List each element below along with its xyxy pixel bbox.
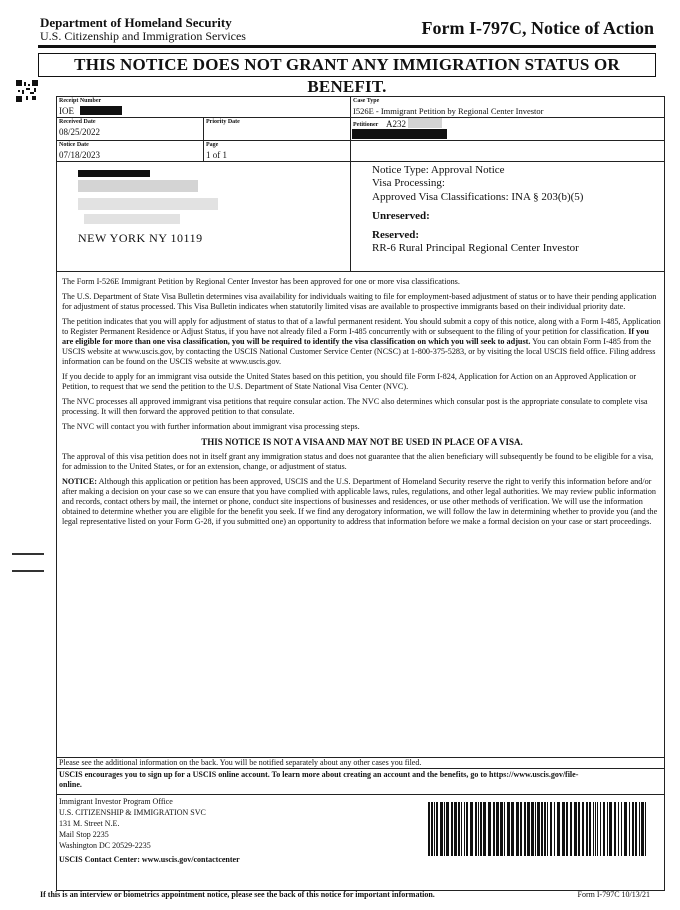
- body-paragraph: The Form I-526E Immigrant Petition by Regional Center Investor has been approved for one or more visa classifications.: [62, 277, 460, 286]
- grid-line: [56, 117, 665, 118]
- barcode-bar: [470, 802, 473, 856]
- barcode-bar: [603, 802, 605, 856]
- barcode-bar: [527, 802, 530, 856]
- barcode-bar: [431, 802, 433, 856]
- body-text-span: Although this application or petition has been approved, USCIS and the U.S. Department of Homeland Security reserve the right to verify this information before and/or after making a decision on your case so we can ensure that you have complied with applicable laws, rules, regulations, and other legal authorities. We may review public information and records, contact others by mail, the internet or phone, conduct site inspections of businesses and residences, or use other methods of verification. We will use the information obtained to determine whether you are eligible for the benefit you seek. If we find any derogatory information, we will follow the law in determining whether to provide you (and the legal representative listed on your Form G-28, if you submitted one) an opportunity to address that information before we make a formal decision on your case or start proceedings.: [62, 477, 658, 526]
- visa-processing: Visa Processing:: [372, 177, 445, 189]
- barcode-bar: [454, 802, 457, 856]
- barcode-bar: [586, 802, 588, 856]
- barcode-bar: [635, 802, 637, 856]
- agency-name: U.S. Citizenship and Immigration Services: [40, 29, 246, 43]
- contact-center: USCIS Contact Center: www.uscis.gov/contactcenter: [59, 855, 240, 864]
- barcode-bar: [600, 802, 601, 856]
- online-account-note: USCIS encourages you to sign up for a USCIS online account. To learn more about creating an account and the benefits, go to https://www.uscis.gov/file-online.: [59, 770, 579, 789]
- additional-info-note: Please see the additional information on the back. You will be notified separately about any other cases you filed.: [59, 758, 422, 767]
- qr-code-icon: [16, 80, 38, 102]
- biometrics-note: If this is an interview or biometrics appointment notice, please see the back of this notice for important information.: [40, 890, 435, 899]
- barcode-bar: [621, 802, 622, 856]
- barcode-bar: [500, 802, 503, 856]
- body-paragraph: The approval of this visa petition does not in itself grant any immigration status and does not guarantee that the alien beneficiary will subsequently be found to be eligible for a visa, for admission to the United States, or for an extension, change, or adjustment of status.: [62, 452, 654, 471]
- barcode-bar: [483, 802, 486, 856]
- barcode-bar: [609, 802, 612, 856]
- barcode-bar: [641, 802, 644, 856]
- barcode-bar: [535, 802, 536, 856]
- notice-type: Notice Type: Approval Notice: [372, 164, 505, 176]
- notice-date-label: Notice Date: [59, 142, 89, 148]
- visa-warning: THIS NOTICE IS NOT A VISA AND MAY NOT BE USED IN PLACE OF A VISA.: [201, 437, 523, 447]
- barcode-bar: [434, 802, 435, 856]
- barcode-bar: [562, 802, 565, 856]
- barcode-bar: [541, 802, 543, 856]
- barcode-bar: [632, 802, 634, 856]
- body-paragraph: [62, 317, 662, 367]
- fold-mark: [12, 570, 44, 572]
- barcode-bar: [516, 802, 519, 856]
- notice-label: NOTICE:: [62, 477, 98, 486]
- barcode-bar: [520, 802, 522, 856]
- body-paragraph: The U.S. Department of State Visa Bulletin determines visa availability for individuals waiting to file for employment-based adjustment of status or to have their pending application for adjustment of status processed. This Visa Bulletin indicates when statutorily limited visas are available to prospective immigrants based on their individual priority date.: [62, 292, 657, 311]
- office-line: U.S. CITIZENSHIP & IMMIGRATION SVC: [59, 808, 206, 817]
- page-label: Page: [206, 142, 219, 148]
- barcode-bar: [493, 802, 495, 856]
- status-banner: THIS NOTICE DOES NOT GRANT ANY IMMIGRATION STATUS OR BENEFIT.: [38, 53, 656, 77]
- address-city-line: NEW YORK NY 10119: [78, 231, 203, 245]
- office-mailstop: Mail Stop 2235: [59, 830, 109, 839]
- visa-classifications: Approved Visa Classifications: INA § 203(b)(5): [372, 191, 584, 203]
- body-text-span: The petition indicates that you will apply for adjustment of status to that of a lawful permanent resident. You should submit a copy of this notice, along with a Form I-485, Application to Register Permanent Residence or Adjust Status, if you have not already filed a Form I-485 concurrently with or subsequent to the filing of your petition for classification.: [62, 317, 661, 336]
- grid-line: [56, 140, 665, 141]
- barcode-bar: [531, 802, 534, 856]
- grid-line: [56, 794, 665, 795]
- redaction-blur: [78, 180, 198, 192]
- received-date-label: Received Date: [59, 119, 96, 125]
- grid-line: [56, 271, 665, 272]
- body-paragraph: [62, 477, 662, 527]
- barcode-bar: [511, 802, 514, 856]
- received-date-value: 08/25/2022: [59, 127, 101, 137]
- barcode-bar: [566, 802, 568, 856]
- barcode-bar: [461, 802, 462, 856]
- barcode-bar: [466, 802, 468, 856]
- barcode-bar: [589, 802, 591, 856]
- redaction-block: [78, 170, 150, 177]
- barcode-bar: [428, 802, 430, 856]
- grid-line: [56, 161, 665, 162]
- body-paragraph: The NVC processes all approved immigrant visa petitions that require consular action. The NVC also determines which consular post is the appropriate consulate to complete visa processing. It will then forward the approved petition to that consulate.: [62, 397, 648, 416]
- redaction-blur: [408, 118, 442, 128]
- notice-date-value: 07/18/2023: [59, 150, 101, 160]
- barcode-bar: [595, 802, 596, 856]
- barcode-bar: [464, 802, 465, 856]
- form-number: Form I-797C 10/13/21: [577, 890, 650, 899]
- body-text-bold: If you are eligible for more than one visa classification, you will be required to identify the visa classification on which you will seek to adjust.: [62, 327, 649, 346]
- priority-date-label: Priority Date: [206, 119, 240, 125]
- header-rule: [38, 45, 656, 48]
- barcode-bar: [480, 802, 482, 856]
- office-street: 131 M. Street N.E.: [59, 819, 120, 828]
- department-name: Department of Homeland Security: [40, 15, 232, 30]
- barcode-bar: [550, 802, 552, 856]
- receipt-number-label: Receipt Number: [59, 98, 102, 104]
- barcode-bar: [574, 802, 577, 856]
- grid-line: [203, 117, 204, 161]
- form-title: Form I-797C, Notice of Action: [421, 18, 654, 38]
- barcode-bar: [639, 802, 640, 856]
- barcode-bar: [593, 802, 594, 856]
- barcode-bar: [496, 802, 499, 856]
- barcode-bar: [504, 802, 505, 856]
- page-value: 1 of 1: [206, 150, 227, 160]
- barcode-bar: [614, 802, 616, 856]
- barcode-bar: [629, 802, 630, 856]
- barcode-bar: [547, 802, 548, 856]
- barcode-bar: [524, 802, 526, 856]
- barcode-bar: [446, 802, 449, 856]
- barcode-bar: [458, 802, 460, 856]
- barcode-bar: [554, 802, 555, 856]
- barcode-bar: [624, 802, 627, 856]
- barcode-bar: [570, 802, 572, 856]
- barcode-bar: [557, 802, 560, 856]
- barcode-bar: [607, 802, 608, 856]
- petitioner-label: Petitioner: [353, 122, 379, 128]
- barcode-icon: [428, 802, 648, 856]
- office-name: Immigrant Investor Program Office: [59, 797, 173, 806]
- barcode-bar: [645, 802, 646, 856]
- barcode-bar: [444, 802, 445, 856]
- barcode-bar: [488, 802, 491, 856]
- barcode-bar: [582, 802, 584, 856]
- barcode-bar: [475, 802, 477, 856]
- reserved-label: Reserved:: [372, 229, 420, 241]
- fold-mark: [12, 553, 44, 555]
- grid-line: [350, 96, 351, 271]
- barcode-bar: [544, 802, 546, 856]
- petitioner-value: A232: [386, 119, 406, 129]
- redaction-blur: [78, 198, 218, 210]
- redaction-block: [80, 106, 122, 115]
- unreserved-label: Unreserved:: [372, 210, 430, 222]
- office-city: Washington DC 20529-2235: [59, 841, 151, 850]
- receipt-number-value: IOE: [59, 106, 74, 116]
- case-type-value: I526E - Immigrant Petition by Regional Center Investor: [353, 106, 544, 116]
- barcode-bar: [436, 802, 438, 856]
- barcode-bar: [478, 802, 479, 856]
- barcode-bar: [537, 802, 540, 856]
- barcode-bar: [507, 802, 510, 856]
- notice-body-text: [62, 277, 662, 532]
- barcode-bar: [597, 802, 598, 856]
- case-type-label: Case Type: [353, 98, 380, 104]
- barcode-bar: [578, 802, 580, 856]
- redaction-block: [352, 129, 447, 139]
- barcode-bar: [451, 802, 453, 856]
- grid-line: [56, 768, 665, 769]
- reserved-value: RR-6 Rural Principal Regional Center Investor: [372, 242, 579, 254]
- body-paragraph: The NVC will contact you with further information about immigrant visa processing steps.: [62, 422, 360, 431]
- redaction-blur: [84, 214, 180, 224]
- barcode-bar: [618, 802, 619, 856]
- body-text-span: You can obtain Form I-485 from the USCIS website at www.uscis.gov, by contacting the USCIS National Customer Service Center (NCSC) at 1-800-375-5283, or by visiting the local USCIS field office. Filing address information can be found on the USCIS website at www.uscis.gov.: [62, 337, 656, 366]
- barcode-bar: [440, 802, 443, 856]
- body-paragraph: If you decide to apply for an immigrant visa outside the United States based on this petition, you should file Form I-824, Application for Action on an Approved Application or Petition, to request that we send the petition to the U.S. Department of State National Visa Center (NVC).: [62, 372, 637, 391]
